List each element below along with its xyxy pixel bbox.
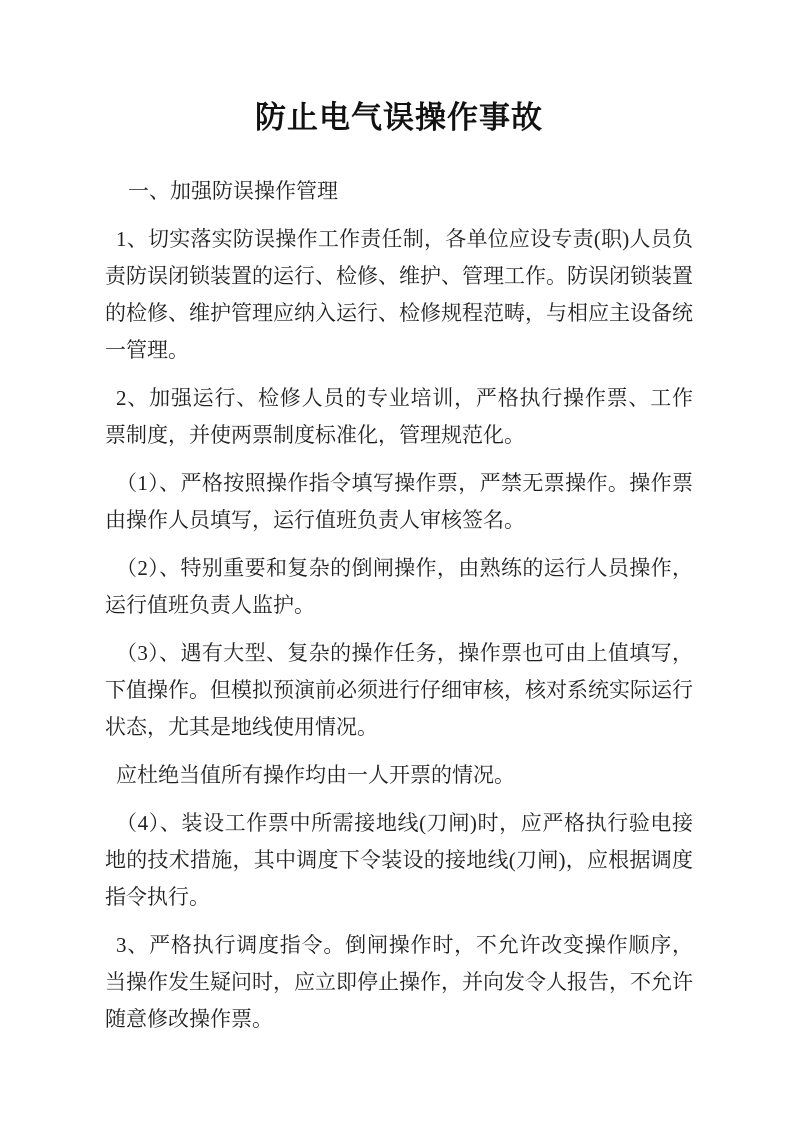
paragraph-2: 2、加强运行、检修人员的专业培训，严格执行操作票、工作票制度，并使两票制度标准化，管理规范化。 [105, 386, 693, 447]
paragraph-2-item-3: （3）、遇有大型、复杂的操作任务，操作票也可由上值填写，下值操作。但模拟预演前必须进行仔细审核，核对系统实际运行状态，尤其是地线使用情况。 [105, 641, 693, 739]
paragraph-3: 3、严格执行调度指令。倒闸操作时，不允许改变操作顺序，当操作发生疑问时，应立即停止操作，并向发令人报告，不允许随意修改操作票。 [105, 933, 693, 1031]
paragraph-note: 应杜绝当值所有操作均由一人开票的情况。 [116, 763, 515, 787]
paragraph-1: 1、切实落实防误操作工作责任制，各单位应设专责(职)人员负责防误闭锁装置的运行、检修、维护、管理工作。防误闭锁装置的检修、维护管理应纳入运行、检修规程范畴，与相应主设备统一管理。 [105, 227, 693, 362]
paragraph-2-item-1: （1）、严格按照操作指令填写操作票，严禁无票操作。操作票由操作人员填写，运行值班负责人审核签名。 [105, 471, 693, 532]
paragraph-2-item-4: （4）、装设工作票中所需接地线(刀闸)时，应严格执行验电接地的技术措施，其中调度下令装设的接地线(刀闸)，应根据调度指令执行。 [105, 811, 693, 909]
section-heading: 一、加强防误操作管理 [128, 179, 338, 203]
paragraph-2-item-2: （2）、特别重要和复杂的倒闸操作，由熟练的运行人员操作，运行值班负责人监护。 [105, 556, 693, 617]
document-title: 防止电气误操作事故 [255, 100, 543, 135]
